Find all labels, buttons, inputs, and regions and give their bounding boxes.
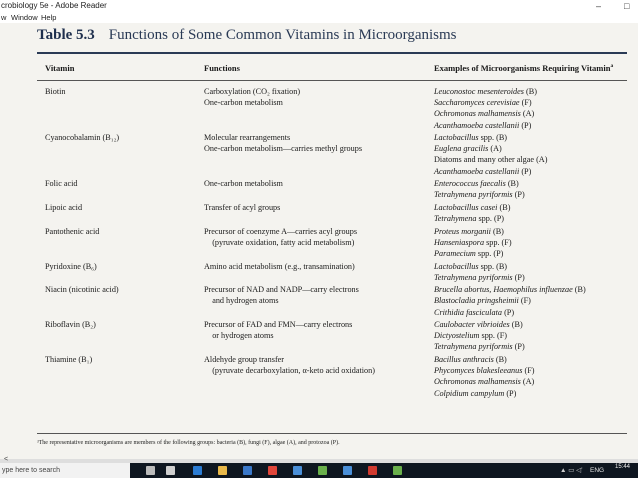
organism-line	[434, 307, 586, 318]
chrome-icon[interactable]	[268, 466, 277, 475]
header-examples-text: Examples of Microorganisms Requiring Vitamin	[434, 63, 611, 73]
organism-group: (B)	[526, 87, 537, 96]
organism-group: (P)	[514, 342, 525, 352]
organism-line	[434, 272, 525, 283]
functions-cell	[204, 178, 283, 189]
organism-name: Brucella abortus, Haemophilus influenzae	[434, 285, 573, 295]
minimize-button[interactable]: –	[596, 1, 602, 11]
examples-cell	[434, 354, 535, 399]
header-functions: Functions	[204, 63, 240, 73]
organism-name: Paramecium	[434, 248, 476, 258]
document-page	[0, 23, 638, 463]
organism-line	[434, 189, 525, 200]
function-line: One-carbon metabolism—carries methyl groups	[204, 144, 363, 154]
organism-line	[434, 97, 537, 108]
vitamin-cell	[45, 226, 99, 237]
start-view-icon[interactable]	[146, 466, 155, 475]
organism-line	[434, 248, 512, 259]
organism-name: Tetrahymena pyriformis	[434, 342, 513, 352]
window-title: crobiology 5e - Adobe Reader	[1, 1, 107, 10]
organism-name: Acanthamoeba castellanii	[434, 120, 520, 130]
organism-group: (P)	[506, 388, 517, 398]
table-caption	[37, 27, 457, 44]
functions-cell	[204, 226, 357, 248]
organism-name: Saccharomyces cerevisiae	[434, 98, 520, 108]
organism-line	[434, 213, 510, 224]
edge-icon[interactable]	[193, 466, 202, 475]
vitamin-cell	[45, 178, 78, 189]
vitamin-cell	[45, 319, 96, 330]
organism-name: Tetrahymena pyriformis	[434, 190, 513, 200]
organism-group: (B)	[495, 355, 507, 364]
window-title-bar	[0, 0, 638, 12]
functions-cell	[204, 284, 359, 306]
organism-name: Dictyostelium	[434, 331, 480, 341]
organism-line	[434, 284, 586, 295]
organism-name: Euglena gracilis	[434, 144, 489, 154]
function-line: Transfer of acyl groups	[204, 202, 281, 212]
organism-line	[434, 178, 525, 189]
functions-cell	[204, 319, 352, 341]
functions-cell	[204, 261, 355, 272]
table-number: Table 5.3	[37, 27, 95, 43]
functions-cell	[204, 202, 280, 213]
function-line: Molecular rearrangements	[204, 133, 291, 143]
table-title: Functions of Some Common Vitamins in Microorganisms	[108, 27, 457, 43]
organism-group: spp. (F)	[486, 237, 512, 247]
organism-line	[434, 120, 537, 131]
examples-cell	[434, 202, 510, 224]
vitamin-cell	[45, 132, 119, 143]
organism-line	[434, 166, 547, 177]
organism-name: Blastocladia pringsheimii	[434, 296, 519, 306]
organism-name: Ochromonas malhamensis	[434, 377, 521, 387]
organism-group: (A)	[490, 144, 502, 154]
organism-group: spp. (F)	[481, 331, 508, 341]
organism-group: (B)	[499, 202, 511, 212]
vitamin-name: Lipoic acid	[45, 202, 83, 212]
organism-group: (A)	[522, 109, 535, 119]
menu-help[interactable]: Help	[41, 13, 57, 22]
vitamin-cell	[45, 202, 82, 213]
task-view-icon[interactable]	[166, 466, 175, 475]
organism-group: (P)	[521, 120, 532, 130]
functions-cell	[204, 86, 300, 108]
organism-group: (P)	[521, 166, 532, 176]
vitamin-name: Folic acid	[45, 179, 78, 189]
organism-group: spp. (B)	[480, 261, 508, 271]
organism-line	[434, 354, 535, 365]
organism-name: Crithidia fasciculata	[434, 307, 503, 317]
store-icon[interactable]	[243, 466, 252, 475]
organism-group: (B)	[574, 285, 586, 295]
header-examples	[434, 63, 613, 73]
organism-name: Caulobacter vibrioides	[434, 320, 510, 330]
tray-icons[interactable]: ▲ ▭ ◁ʼ	[560, 467, 583, 474]
app-icon-4[interactable]	[393, 466, 402, 475]
organism-group: (B)	[511, 320, 523, 330]
vitamin-cell	[45, 354, 92, 365]
organism-line	[434, 108, 537, 119]
organism-line	[434, 295, 586, 306]
organism-group: (A)	[522, 377, 535, 387]
menu-bar	[0, 12, 638, 23]
organism-line	[434, 226, 512, 237]
organism-name: Tetrahymena pyriformis	[434, 272, 513, 282]
examples-cell	[434, 178, 525, 200]
functions-cell	[204, 132, 362, 154]
functions-cell	[204, 354, 375, 376]
organism-name: Lactobacillus	[434, 133, 479, 143]
function-line: (pyruvate oxidation, fatty acid metabolism)	[204, 237, 355, 247]
organism-group: (P)	[514, 272, 525, 282]
organism-line	[434, 132, 547, 143]
function-line: (pyruvate decarboxylation, α-keto acid oxidation)	[204, 366, 375, 376]
organism-name: Acanthamoeba castellanii	[434, 166, 520, 176]
function-line: Precursor of FAD and FMN—carry electrons	[204, 320, 353, 330]
organism-group: (F)	[521, 98, 532, 108]
organism-group: (P)	[514, 190, 525, 200]
vitamin-name: Pantothenic acid	[45, 226, 100, 236]
organism-line	[434, 319, 525, 330]
organism-name: Leuconostoc mesenteroides	[434, 87, 524, 96]
vitamin-name: Riboflavin (B₂)	[45, 320, 96, 330]
examples-cell	[434, 132, 547, 177]
organism-name: Colpidium campylum	[434, 388, 505, 398]
function-line: Aldehyde group transfer	[204, 355, 285, 364]
taskbar-search-box[interactable]: ype here to search	[0, 463, 130, 478]
taskbar	[0, 463, 638, 478]
vitamin-name: Biotin	[45, 87, 66, 96]
table-top-rule	[37, 52, 627, 54]
function-line: and hydrogen atoms	[204, 296, 279, 306]
language-indicator[interactable]: ENG	[590, 467, 605, 474]
examples-cell	[434, 284, 586, 318]
organism-name: Bacillus anthracis	[434, 355, 494, 364]
vitamin-name: Thiamine (B₁)	[45, 355, 93, 364]
organism-line	[434, 154, 547, 165]
organism-line	[434, 365, 535, 376]
examples-cell	[434, 226, 512, 260]
organism-line	[434, 330, 525, 341]
organism-group: (F)	[524, 366, 535, 376]
organism-line	[434, 86, 537, 97]
examples-cell	[434, 86, 537, 131]
explorer-icon[interactable]	[218, 466, 227, 475]
function-line: Carboxylation (CO₂ fixation)	[204, 87, 301, 96]
vitamin-cell	[45, 284, 119, 295]
organism-name: Lactobacillus	[434, 261, 479, 271]
function-line: or hydrogen atoms	[204, 331, 274, 341]
table-bottom-rule	[37, 433, 627, 434]
header-examples-note: a	[610, 63, 614, 70]
vitamin-name: Niacin (nicotinic acid)	[45, 285, 119, 295]
function-line: Amino acid metabolism (e.g., transamination)	[204, 261, 355, 271]
organism-name: Tetrahymena	[434, 214, 477, 224]
organism-line	[434, 388, 535, 399]
function-line: One-carbon metabolism	[204, 179, 283, 189]
function-line: Precursor of coenzyme A—carries acyl groups	[204, 226, 358, 236]
app-icon-3[interactable]	[343, 466, 352, 475]
app-icon-2[interactable]	[318, 466, 327, 475]
organism-name: Lactobacillus casei	[434, 202, 498, 212]
organism-group: spp. (B)	[480, 133, 508, 143]
vitamin-cell	[45, 86, 65, 97]
app-icon[interactable]	[293, 466, 302, 475]
scroll-left-icon[interactable]: <	[4, 456, 9, 463]
organism-group: spp. (P)	[477, 248, 504, 258]
organism-name: Ochromonas malhamensis	[434, 109, 521, 119]
organism-group: (F)	[520, 296, 531, 306]
examples-cell	[434, 261, 525, 283]
vitamin-name: Pyridoxine (B₆)	[45, 261, 97, 271]
organism-name: Phycomyces blakesleeanus	[434, 366, 523, 376]
organism-group: spp. (P)	[478, 214, 504, 224]
organism-name: Enterococcus faecalis	[434, 179, 506, 189]
organism-name: Hanseniaspora	[434, 237, 485, 247]
organism-group: Diatoms and many other algae (A)	[434, 155, 548, 165]
acrobat-icon[interactable]	[368, 466, 377, 475]
function-line: One-carbon metabolism	[204, 98, 283, 108]
organism-line	[434, 261, 525, 272]
maximize-button[interactable]: □	[624, 1, 630, 11]
vitamin-cell	[45, 261, 97, 272]
organism-group: (P)	[504, 307, 515, 317]
organism-group: (B)	[507, 179, 519, 189]
function-line: Precursor of NAD and NADP—carry electrons	[204, 285, 359, 295]
header-vitamin: Vitamin	[45, 63, 75, 73]
vitamin-name: Cyanocobalamin (B₁₂)	[45, 133, 120, 143]
organism-name: Proteus morganii	[434, 226, 491, 236]
table-header-rule	[37, 80, 627, 81]
organism-line	[434, 143, 547, 154]
examples-cell	[434, 319, 525, 353]
organism-line	[434, 341, 525, 352]
table-footnote: ᵃThe representative microorganisms are members of the following groups: bacteria (B), fungi (F), algae (A), and protozoa (P).	[37, 440, 340, 446]
organism-group: (B)	[492, 226, 504, 236]
organism-line	[434, 237, 512, 248]
menu-view[interactable]: w	[1, 13, 7, 22]
organism-line	[434, 202, 510, 213]
menu-window[interactable]: Window	[11, 13, 38, 22]
organism-line	[434, 376, 535, 387]
clock[interactable]: 15:44	[614, 464, 630, 470]
